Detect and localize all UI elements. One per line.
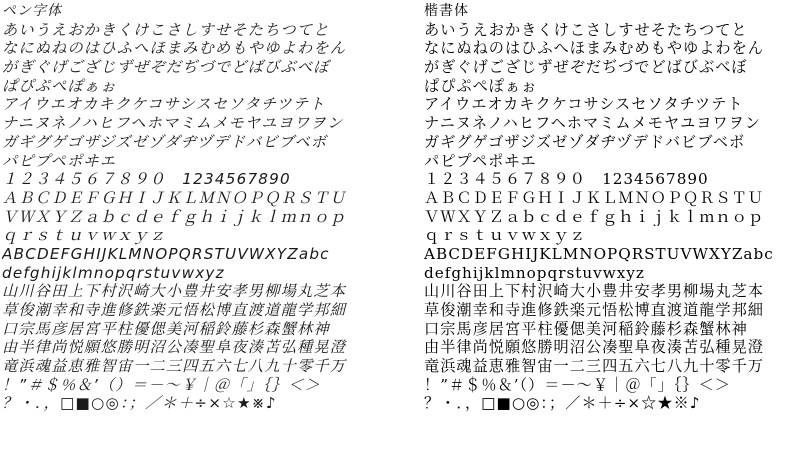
pen-hiragana-line-4: ぱぴぷぺぽぁぉ (2, 76, 117, 95)
kaisho-fullwidth-latin-line-2: ＶＷＸＹＺａｂｃｄｅｆｇｈｉｊｋｌｍｎｏｐ (424, 207, 764, 226)
pen-halfwidth-latin-line-1: ABCDEFGHIJKLMNOPQRSTUVWXYZabc (2, 244, 330, 263)
pen-font-specimen (2, 2, 394, 413)
pen-katakana-line-3: ガギグゲゴザジズゼゾダヂヅデドバビブベボ (2, 132, 328, 151)
kaisho-fullwidth-latin-line-1: ＡＢＣＤＥＦＧＨＩＪＫＬＭＮＯＰＱＲＳＴＵ (424, 188, 764, 207)
kaisho-kanji-line-1: 山川谷田上下村沢崎大小豊井安孝男柳場丸芝本 (424, 282, 764, 301)
kaisho-font-specimen (424, 2, 796, 413)
kaisho-kanji-line-5: 竜浜魂益恵雅智宙一二三四五六七八九十零千万 (424, 357, 764, 376)
pen-fullwidth-latin-line-1: ＡＢＣＤＥＦＧＨＩＪＫＬＭＮＯＰＱＲＳＴＵ (2, 188, 347, 207)
kaisho-katakana-line-1: アイウエオカキクケコサシスセソタチツテト (424, 95, 744, 114)
pen-kanji-line-2: 草俊潮幸和寺進修鉄楽元悟松博直渡道龍学邦細 (2, 301, 347, 319)
pen-fullwidth-latin-line-2: ＶＷＸＹＺａｂｃｄｅｆｇｈｉｊｋｌｍｎｏｐ (2, 207, 347, 226)
kaisho-halfwidth-latin-line-2: defghijklmnopqrstuvwxyz (424, 263, 645, 282)
kaisho-symbols-line-2: ？・．，□■○◎：；／＊＋÷×☆★※♪ (424, 394, 701, 413)
pen-symbols-line-1: ！”＃＄％＆’（）＝－～￥｜＠「」｛｝＜＞ (2, 375, 321, 394)
kaisho-katakana-line-4: パピプペポヰエ (424, 151, 537, 170)
kaisho-digits-line: １２３４５６７８９０ 1234567890 (424, 170, 709, 189)
kaisho-hiragana-line-2: なにぬねのはひふへほまみむめもやゆよわをん (424, 39, 764, 58)
pen-halfwidth-latin-line-2: defghijklmnopqrstuvwxyz (2, 263, 225, 282)
kaisho-hiragana-line-1: あいうえおかきくけこさしすせそたちつてと (424, 20, 748, 39)
kaisho-hiragana-line-3: がぎぐげござじずぜぞだぢづでどばびぶべぼ (424, 58, 748, 77)
kaisho-katakana-line-2: ナニヌネノハヒフヘホマミムメモヤユヨワヲン (424, 114, 762, 133)
kaisho-halfwidth-latin-line-1: ABCDEFGHIJKLMNOPQRSTUVWXYZabc (424, 244, 774, 263)
pen-kanji-line-4: 由半律尚悦願悠勝明沼公凑聖阜夜湊苫弘種晃澄 (2, 338, 347, 357)
kaisho-kanji-line-3: 口宗馬彦居宮平柱優偲美河稲鈴藤杉森蟹林神 (424, 319, 748, 338)
pen-hiragana-line-3: がぎぐげござじずぜぞだぢづでどばびぶべぼ (2, 58, 330, 77)
kaisho-font-title: 楷書体 (424, 3, 469, 19)
kaisho-katakana-line-3: ガギグゲゴザジズゼゾダヂヅデドバビブベボ (424, 132, 746, 151)
pen-kanji-line-1: 山川谷田上下村沢崎大小豊井安孝男柳場丸芝本 (2, 282, 347, 301)
pen-katakana-line-2: ナニヌネノハヒフヘホマミムメモヤユヨワヲン (2, 114, 344, 133)
pen-symbols-line-2: ？・．，□■○◎：；／＊＋÷×☆★※♪ (2, 394, 277, 413)
pen-hiragana-line-2: なにぬねのはひふへほまみむめもやゆよわをん (2, 39, 347, 58)
pen-katakana-line-1: アイウエオカキクケコサシスセソタチツテト (2, 95, 326, 114)
kaisho-kanji-line-4: 由半律尚悦願悠勝明沼公凑聖阜夜湊苫弘種晃澄 (424, 338, 764, 357)
pen-fullwidth-latin-line-3: ｑｒｓｔｕｖｗｘｙｚ (2, 226, 166, 245)
pen-kanji-line-5: 竜浜魂益恵雅智宙一二三四五六七八九十零千万 (2, 357, 347, 376)
pen-digits-line: １２３４５６７８９０ 1234567890 (2, 170, 291, 189)
pen-kanji-line-3: 口宗馬彦居宮平柱優偲美河稲鈴藤杉森蟹林神 (2, 319, 330, 338)
kaisho-fullwidth-latin-line-3: ｑｒｓｔｕｖｗｘｙｚ (424, 226, 586, 245)
kaisho-symbols-line-1: ！”＃＄％＆’（）＝－～￥｜＠「」｛｝＜＞ (424, 375, 731, 394)
pen-hiragana-line-1: あいうえおかきくけこさしすせそたちつてと (2, 20, 330, 39)
pen-katakana-line-4: パピプペポヰエ (2, 151, 117, 170)
kaisho-kanji-line-2: 草俊潮幸和寺進修鉄楽元悟松博直渡道龍学邦細 (424, 301, 764, 319)
kaisho-hiragana-line-4: ぱぴぷぺぽぁぉ (424, 76, 538, 95)
pen-font-title: ペン字体 (2, 3, 62, 19)
